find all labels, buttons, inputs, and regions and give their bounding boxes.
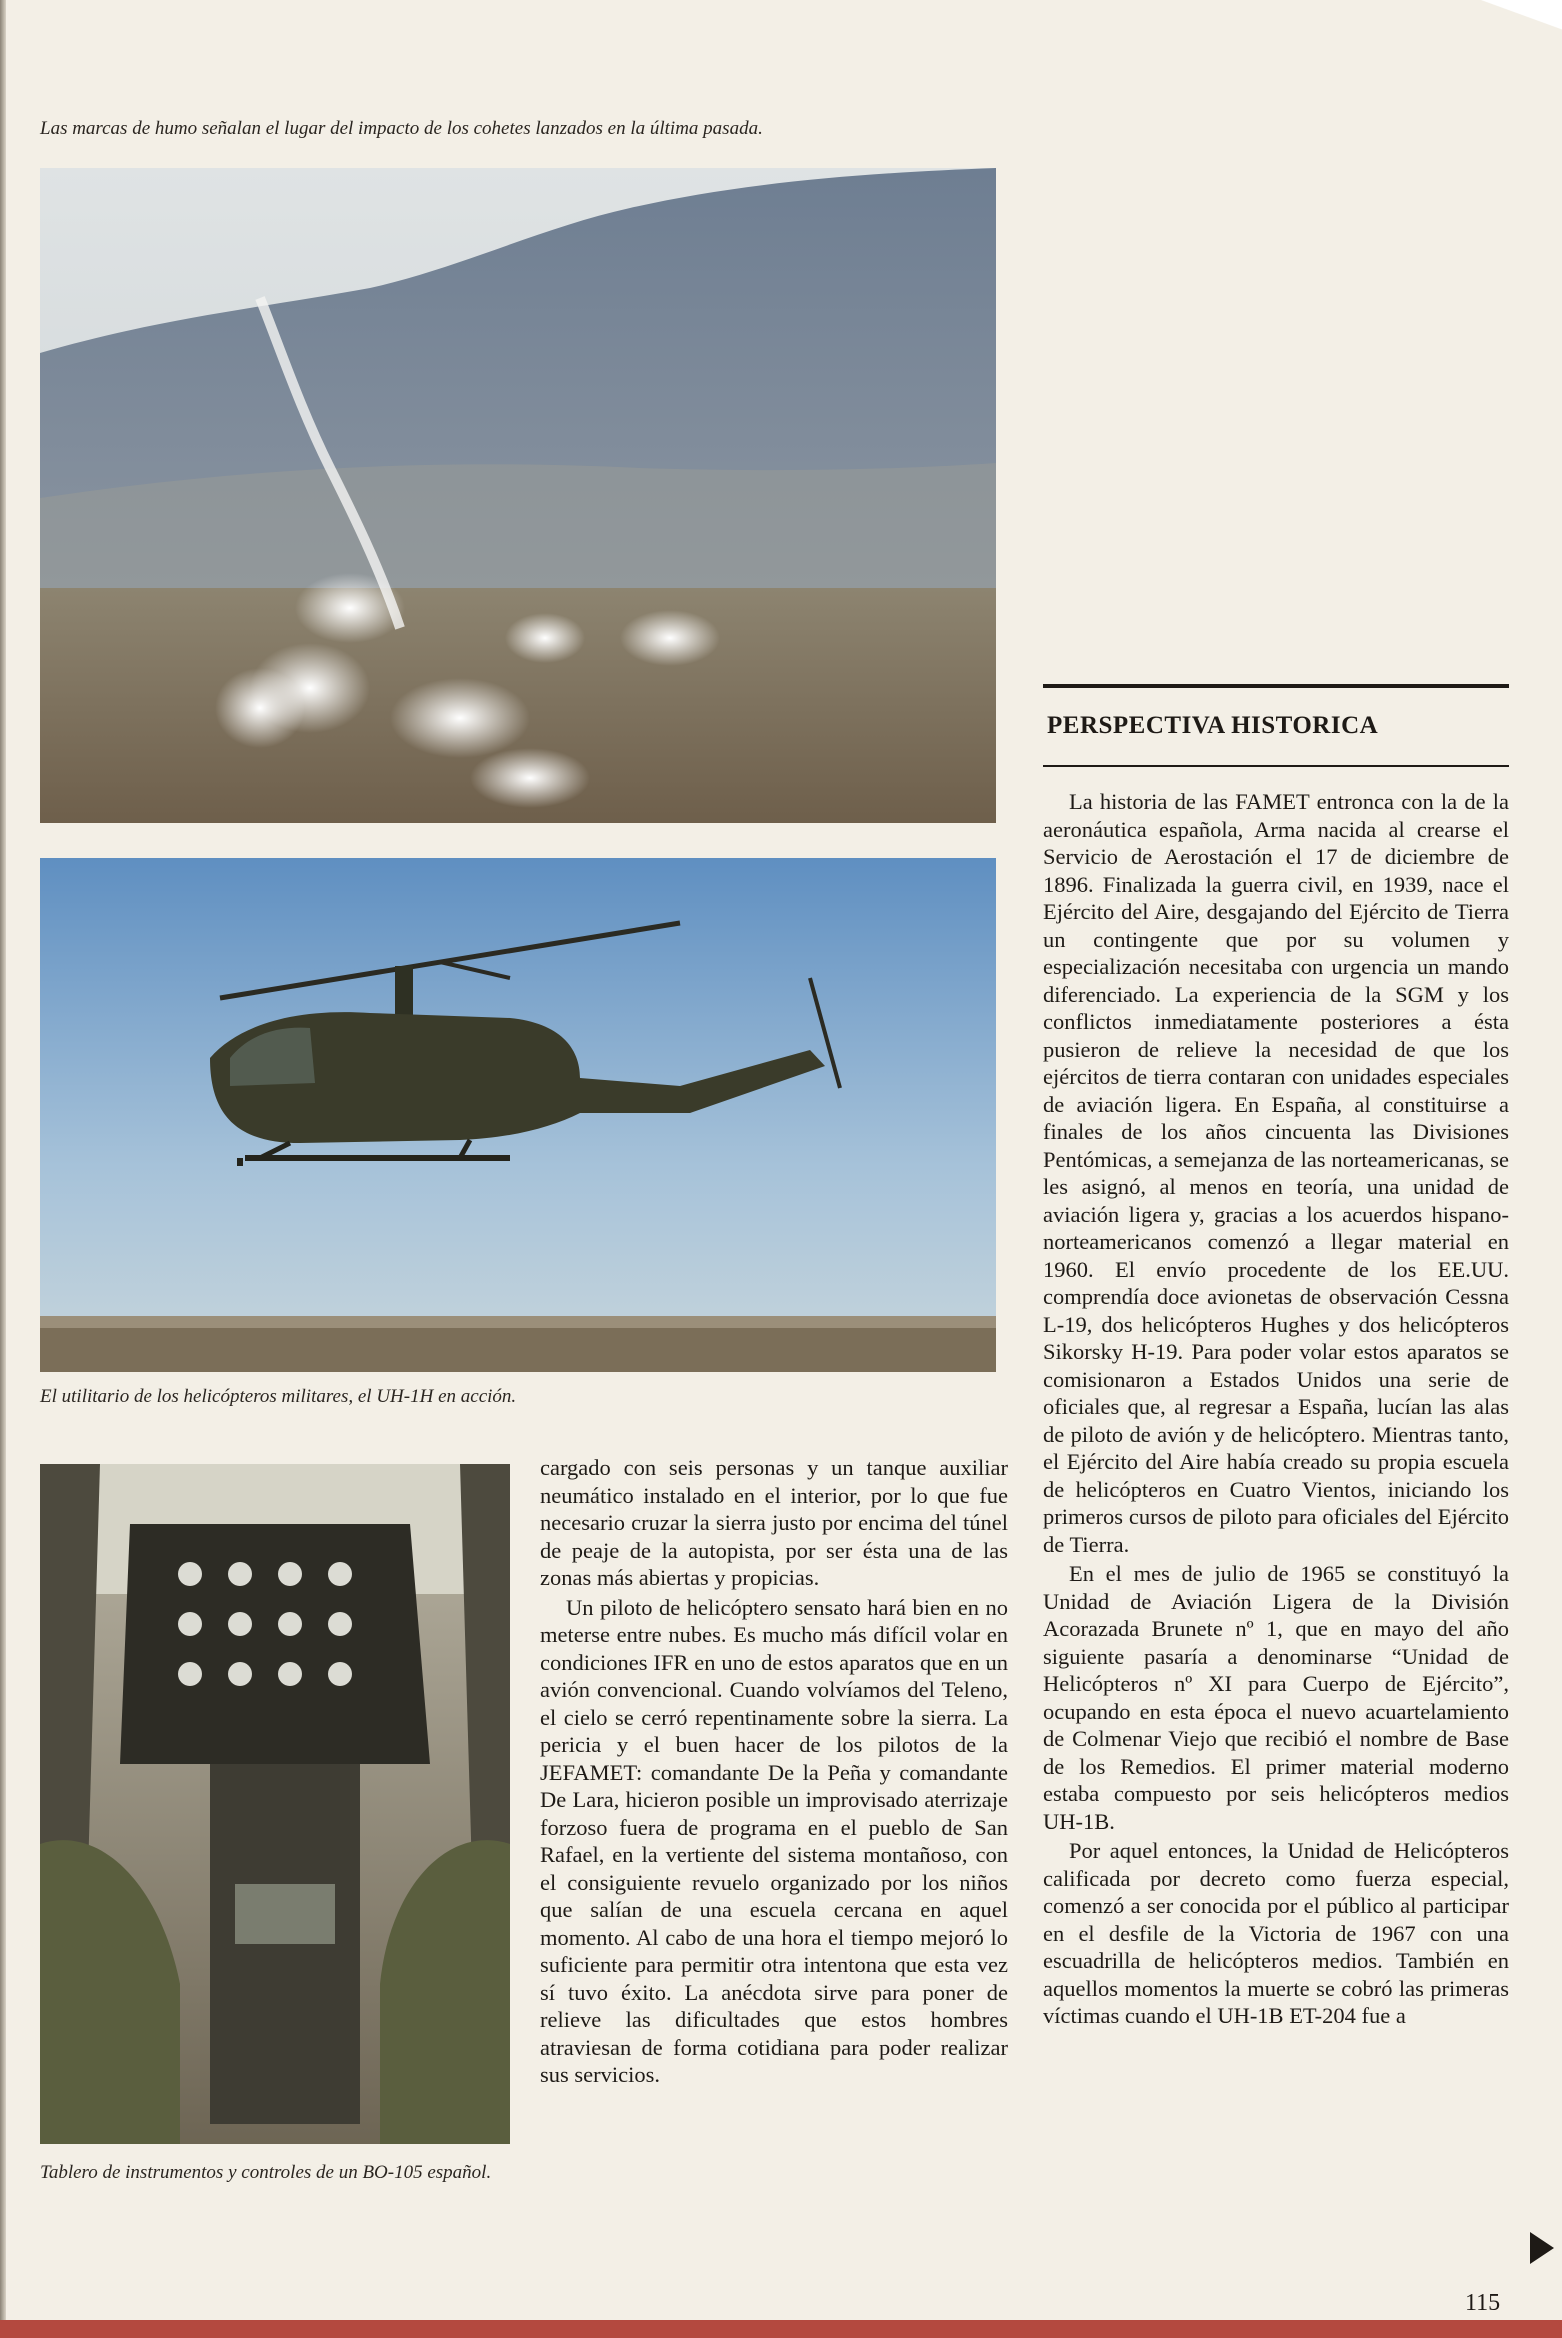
photo-bo105-cockpit <box>40 1464 510 2144</box>
heading-rule <box>1043 684 1509 688</box>
middle-text-column <box>540 1454 1008 2089</box>
heading-rule-thin <box>1043 765 1509 767</box>
caption-smoke-photo: Las marcas de humo señalan el lugar del impacto de los cohetes lanzados en la última pasada. <box>40 118 763 139</box>
paragraph: Por aquel entonces, la Unidad de Helicópteros calificada por decreto como fuerza especial, comenzó a ser conocida por el público al participar en el desfile de la Victoria de 1967 con una escuadrilla de helicópteros medios. También en aquellos momentos la muerte se cobró las primeras víctimas cuando el UH-1B ET-204 fue a <box>1043 1838 1509 2028</box>
caption-cockpit-photo: Tablero de instrumentos y controles de un BO-105 español. <box>40 2162 492 2183</box>
section-heading: PERSPECTIVA HISTORICA <box>1047 712 1379 739</box>
caption-helicopter-photo: El utilitario de los helicópteros militares, el UH-1H en acción. <box>40 1386 517 1407</box>
bottom-band <box>0 2320 1562 2338</box>
photo-rocket-smoke <box>40 168 996 823</box>
right-text-column <box>1043 788 1509 2030</box>
photo-uh1h-helicopter <box>40 858 996 1372</box>
page-corner <box>1472 0 1562 40</box>
paragraph: En el mes de julio de 1965 se constituyó la Unidad de Aviación Ligera de la División Acorazada Brunete nº 1, que en mayo del año siguiente pasaría a denominarse “Unidad de Helicópteros nº XI para Cuerpo de Ejército”, ocupando en esta época el nuevo acuartelamiento de Colmenar Viejo que recibió el nombre de Base de los Remedios. El primer material moderno estaba compuesto por seis helicópteros medios UH-1B. <box>1043 1561 1509 1834</box>
paragraph: cargado con seis personas y un tanque auxiliar neumático instalado en el interior, por lo que fue necesario cruzar la sierra justo por encima del túnel de peaje de la autopista, por ser ésta una de las zonas más abiertas y propicias. <box>540 1455 1008 1590</box>
continue-arrow-icon <box>1530 2232 1554 2264</box>
page-spine <box>0 0 6 2338</box>
paragraph: La historia de las FAMET entronca con la de la aeronáutica española, Arma nacida al crearse el Servicio de Aerostación el 17 de diciembre de 1896. Finalizada la guerra civil, en 1939, nace el Ejército del Aire, desgajando del Ejército de Tierra un contingente que por su volumen y especialización necesitaba con urgencia un mando diferenciado. La experiencia de la SGM y los conflictos inmediatamente posteriores a ésta pusieron de relieve la necesidad de que los ejércitos de tierra contaran con unidades especiales de aviación ligera. En España, al constituirse a finales de los años cincuenta las Divisiones Pentómicas, a semejanza de las norteamericanas, se les asignó, al menos en teoría, una unidad de aviación ligera y, gracias a los acuerdos hispano-norteamericanos comenzó a llegar material en 1960. El envío procedente de los EE.UU. comprendía doce avionetas de observación Cessna L-19, dos helicópteros Hughes y dos helicópteros Sikorsky H-19. Para poder volar estos aparatos se comisionaron a Estados Unidos una serie de oficiales que, al regresar a España, lucían las alas de piloto de avión y de helicóptero. Mientras tanto, el Ejército del Aire había creado su propia escuela de helicópteros en Cuatro Vientos, iniciando los primeros cursos de piloto para oficiales del Ejército de Tierra. <box>1043 789 1509 1557</box>
paragraph: Un piloto de helicóptero sensato hará bien en no meterse entre nubes. Es mucho más difícil volar en condiciones IFR en uno de estos aparatos que en un avión convencional. Cuando volvíamos del Teleno, el cielo se cerró repentinamente sobre la sierra. La pericia y el buen hacer de los pilotos de la JEFAMET: comandante De la Peña y comandante De Lara, hicieron posible un improvisado aterrizaje forzoso fuera de programa en el pueblo de San Rafael, en la vertiente del sistema montañoso, con el consiguiente revuelo organizado por los niños que salían de una escuela cercana en aquel momento. Al cabo de una hora el tiempo mejoró lo suficiente para permitir otra intentona que esta vez sí tuvo éxito. La anécdota sirve para poner de relieve las dificultades que estos hombres atraviesan de forma cotidiana para poder realizar sus servicios. <box>540 1594 1008 2087</box>
page-number: 115 <box>1465 2290 1501 2316</box>
